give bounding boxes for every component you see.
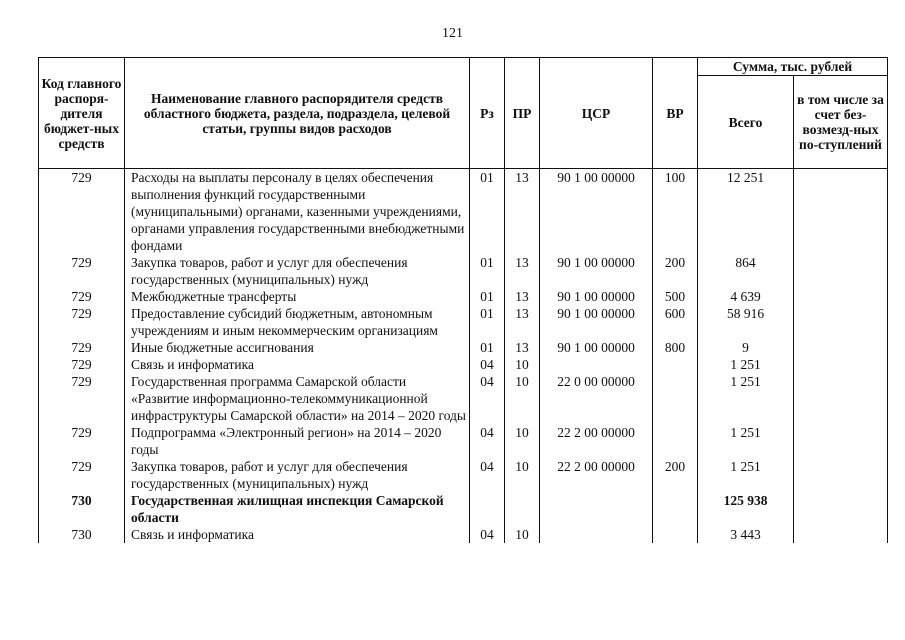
table-row [39,492,888,526]
cell-code: 729 [39,169,125,255]
cell-total: 125 938 [698,492,794,526]
cell-code: 729 [39,288,125,305]
cell-pr: 13 [505,339,540,356]
cell-vr: 100 [653,169,698,255]
table-row [39,356,888,373]
cell-name: Государственная программа Самарской области «Развитие информационно-телекоммуникационной инфраструктуры Самарской области» на 2014 – 2020 годы [125,373,470,424]
header-rz: Рз [470,58,505,169]
cell-csr: 90 1 00 00000 [540,288,653,305]
table-row [39,288,888,305]
cell-incl [794,254,888,288]
cell-csr: 90 1 00 00000 [540,339,653,356]
cell-total: 9 [698,339,794,356]
cell-vr: 200 [653,254,698,288]
cell-rz [470,492,505,526]
cell-pr [505,492,540,526]
cell-pr: 13 [505,288,540,305]
table-header [39,58,888,169]
cell-code: 729 [39,356,125,373]
cell-incl [794,373,888,424]
cell-vr [653,526,698,543]
cell-rz: 04 [470,356,505,373]
cell-code: 729 [39,339,125,356]
header-sum: Сумма, тыс. рублей [698,58,888,76]
table-row [39,458,888,492]
cell-pr: 10 [505,424,540,458]
cell-rz: 01 [470,288,505,305]
cell-pr: 10 [505,373,540,424]
cell-vr [653,492,698,526]
table-row [39,305,888,339]
cell-incl [794,169,888,255]
cell-name: Связь и информатика [125,526,470,543]
cell-code: 730 [39,526,125,543]
page-number: 121 [442,26,463,41]
cell-pr: 10 [505,356,540,373]
cell-total: 1 251 [698,458,794,492]
cell-total: 4 639 [698,288,794,305]
cell-rz: 01 [470,305,505,339]
header-pr: ПР [505,58,540,169]
table-row [39,424,888,458]
cell-total: 1 251 [698,373,794,424]
cell-incl [794,305,888,339]
cell-pr: 10 [505,526,540,543]
cell-incl [794,339,888,356]
cell-total: 58 916 [698,305,794,339]
cell-total: 864 [698,254,794,288]
cell-code: 729 [39,305,125,339]
cell-rz: 04 [470,458,505,492]
table-row [39,169,888,255]
table-row [39,526,888,543]
cell-rz: 04 [470,424,505,458]
cell-rz: 01 [470,254,505,288]
cell-total: 1 251 [698,424,794,458]
cell-incl [794,526,888,543]
cell-name: Связь и информатика [125,356,470,373]
cell-pr: 13 [505,305,540,339]
cell-csr: 22 2 00 00000 [540,458,653,492]
cell-csr [540,492,653,526]
cell-pr: 13 [505,169,540,255]
cell-name: Иные бюджетные ассигнования [125,339,470,356]
cell-vr [653,373,698,424]
cell-csr: 90 1 00 00000 [540,254,653,288]
cell-csr: 90 1 00 00000 [540,305,653,339]
cell-name: Предоставление субсидий бюджетным, автономным учреждениям и иным некоммерческим организациям [125,305,470,339]
cell-name: Закупка товаров, работ и услуг для обеспечения государственных (муниципальных) нужд [125,458,470,492]
cell-pr: 10 [505,458,540,492]
cell-vr: 600 [653,305,698,339]
header-csr: ЦСР [540,58,653,169]
cell-total: 1 251 [698,356,794,373]
header-incl: в том числе за счет без-возмезд-ных по-ступлений [794,76,888,169]
cell-csr [540,526,653,543]
cell-vr: 800 [653,339,698,356]
cell-name: Государственная жилищная инспекция Самарской области [125,492,470,526]
cell-incl [794,424,888,458]
cell-rz: 04 [470,373,505,424]
cell-csr: 90 1 00 00000 [540,169,653,255]
cell-rz: 01 [470,339,505,356]
cell-csr: 22 2 00 00000 [540,424,653,458]
cell-vr [653,356,698,373]
cell-rz: 01 [470,169,505,255]
cell-code: 729 [39,458,125,492]
cell-name: Межбюджетные трансферты [125,288,470,305]
table-row [39,373,888,424]
cell-csr [540,356,653,373]
table-body [39,169,888,544]
table-row [39,254,888,288]
cell-name: Закупка товаров, работ и услуг для обеспечения государственных (муниципальных) нужд [125,254,470,288]
cell-code: 729 [39,254,125,288]
header-code: Код главного распоря-дителя бюджет-ных средств [39,58,125,169]
cell-code: 729 [39,373,125,424]
budget-table [38,57,888,543]
cell-vr [653,424,698,458]
cell-rz: 04 [470,526,505,543]
cell-csr: 22 0 00 00000 [540,373,653,424]
cell-incl [794,492,888,526]
table-row [39,339,888,356]
cell-name: Подпрограмма «Электронный регион» на 2014 – 2020 годы [125,424,470,458]
cell-incl [794,356,888,373]
header-vr: ВР [653,58,698,169]
header-total: Всего [698,76,794,169]
cell-vr: 200 [653,458,698,492]
cell-total: 3 443 [698,526,794,543]
cell-name: Расходы на выплаты персоналу в целях обеспечения выполнения функций государственными (муниципальными) органами, казенными учреждениями, органами управления государственными внебюджетными фондами [125,169,470,255]
cell-incl [794,288,888,305]
cell-total: 12 251 [698,169,794,255]
cell-code: 730 [39,492,125,526]
cell-incl [794,458,888,492]
cell-code: 729 [39,424,125,458]
header-name: Наименование главного распорядителя средств областного бюджета, раздела, подраздела, целевой статьи, группы видов расходов [125,58,470,169]
cell-pr: 13 [505,254,540,288]
cell-vr: 500 [653,288,698,305]
